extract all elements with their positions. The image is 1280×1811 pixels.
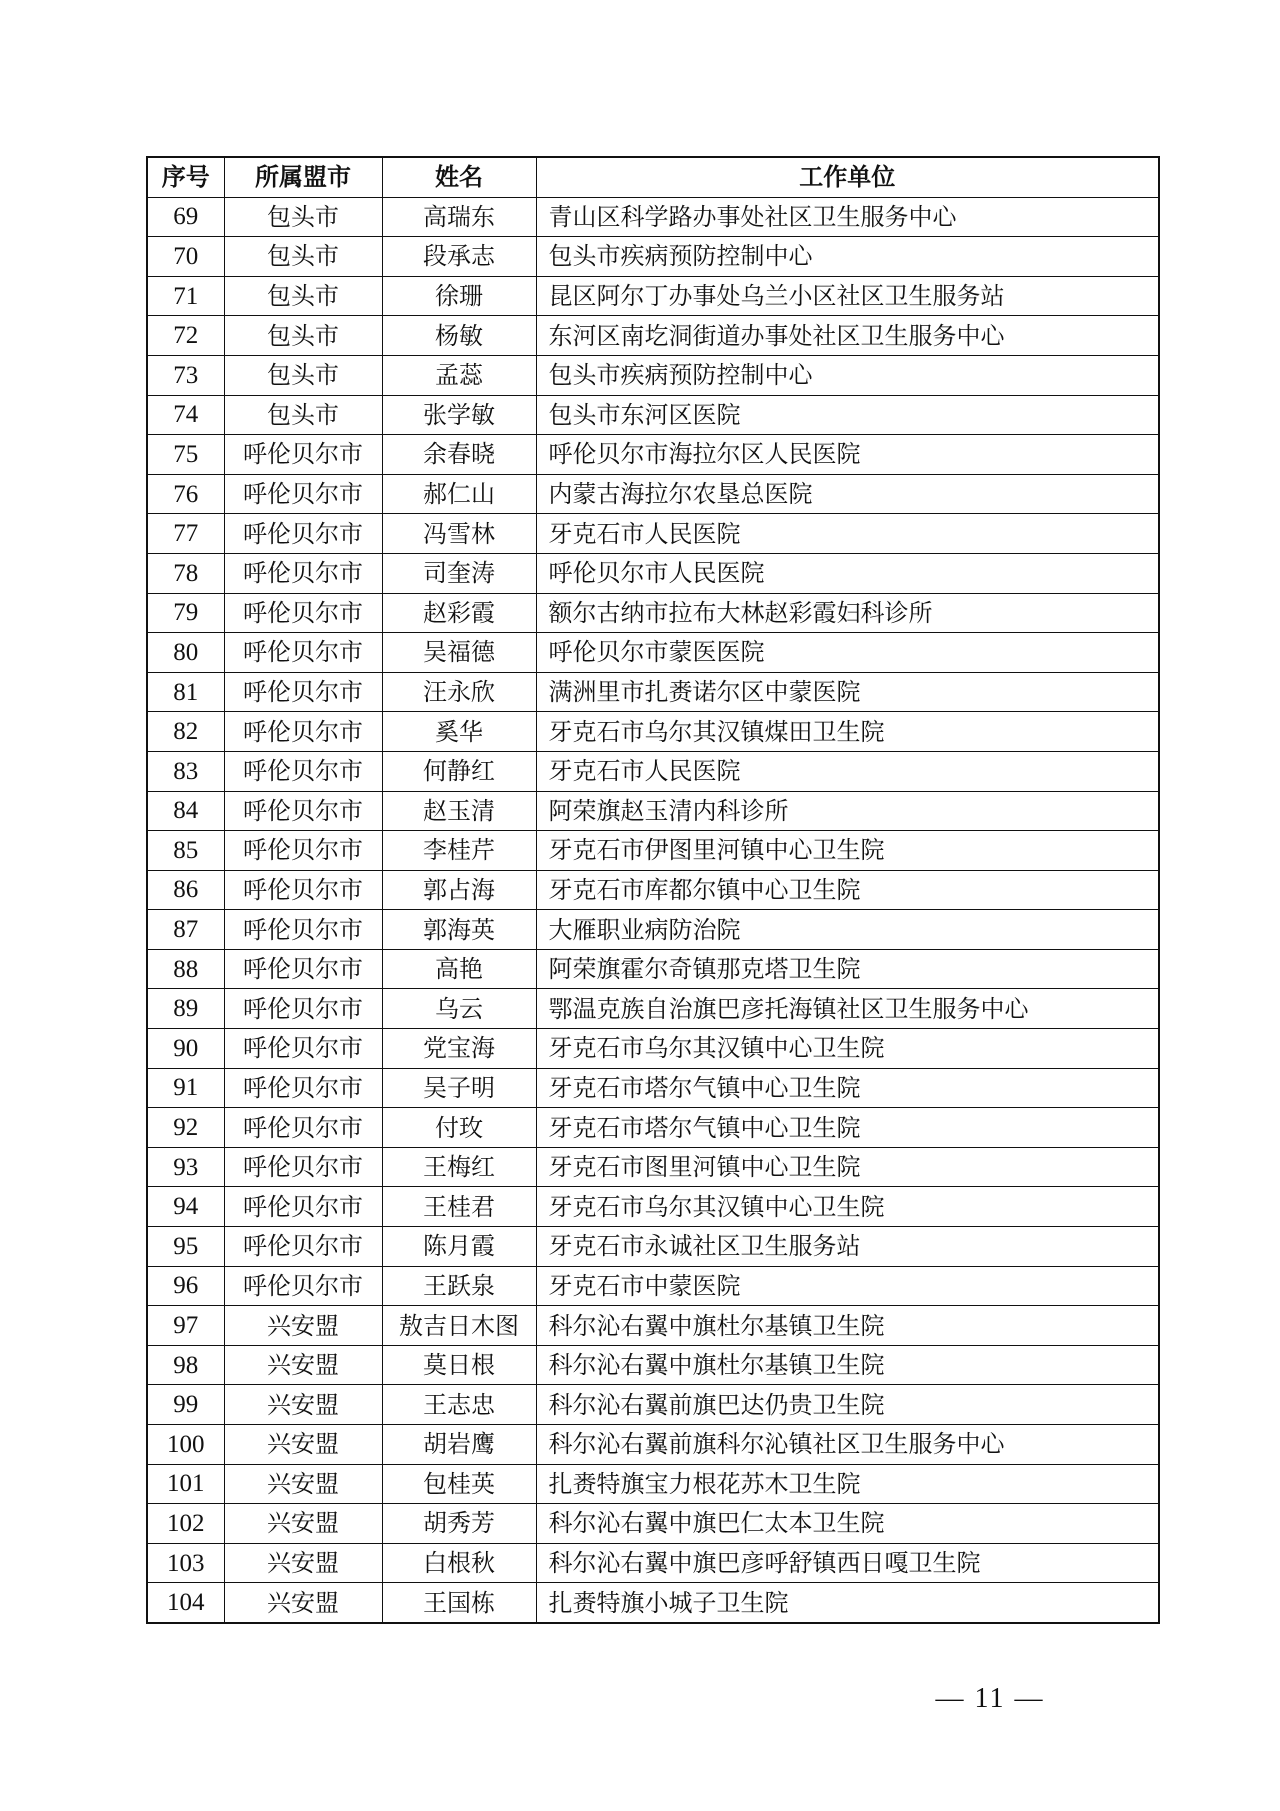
cell-region: 呼伦贝尔市 (224, 1227, 382, 1267)
cell-name: 冯雪林 (382, 514, 536, 554)
cell-seq: 86 (147, 870, 224, 910)
cell-region: 包头市 (224, 395, 382, 435)
cell-workplace: 包头市疾病预防控制中心 (536, 237, 1159, 277)
cell-region: 包头市 (224, 276, 382, 316)
cell-workplace: 科尔沁右翼中旗杜尔基镇卫生院 (536, 1306, 1159, 1346)
cell-region: 呼伦贝尔市 (224, 1187, 382, 1227)
cell-seq: 88 (147, 949, 224, 989)
table-row (147, 910, 1159, 950)
cell-workplace: 扎赉特旗小城子卫生院 (536, 1583, 1159, 1623)
cell-workplace: 牙克石市塔尔气镇中心卫生院 (536, 1068, 1159, 1108)
cell-seq: 78 (147, 553, 224, 593)
cell-name: 何静红 (382, 751, 536, 791)
table-row (147, 751, 1159, 791)
cell-name: 陈月霞 (382, 1227, 536, 1267)
cell-region: 呼伦贝尔市 (224, 949, 382, 989)
cell-seq: 103 (147, 1543, 224, 1583)
cell-seq: 84 (147, 791, 224, 831)
table-row (147, 989, 1159, 1029)
table-row (147, 870, 1159, 910)
cell-workplace: 科尔沁右翼前旗科尔沁镇社区卫生服务中心 (536, 1425, 1159, 1465)
cell-name: 党宝海 (382, 1029, 536, 1069)
cell-seq: 77 (147, 514, 224, 554)
cell-name: 吴福德 (382, 633, 536, 673)
cell-name: 王志忠 (382, 1385, 536, 1425)
table-row (147, 1266, 1159, 1306)
cell-workplace: 科尔沁右翼前旗巴达仍贵卫生院 (536, 1385, 1159, 1425)
cell-workplace: 牙克石市塔尔气镇中心卫生院 (536, 1108, 1159, 1148)
table-row (147, 197, 1159, 237)
cell-seq: 96 (147, 1266, 224, 1306)
cell-region: 呼伦贝尔市 (224, 553, 382, 593)
cell-seq: 71 (147, 276, 224, 316)
cell-region: 兴安盟 (224, 1543, 382, 1583)
table-row (147, 712, 1159, 752)
cell-workplace: 昆区阿尔丁办事处乌兰小区社区卫生服务站 (536, 276, 1159, 316)
cell-seq: 73 (147, 355, 224, 395)
cell-seq: 85 (147, 831, 224, 871)
cell-workplace: 阿荣旗赵玉清内科诊所 (536, 791, 1159, 831)
cell-workplace: 额尔古纳市拉布大林赵彩霞妇科诊所 (536, 593, 1159, 633)
table-row (147, 633, 1159, 673)
cell-name: 莫日根 (382, 1345, 536, 1385)
personnel-table (146, 156, 1160, 1624)
cell-seq: 75 (147, 435, 224, 475)
cell-region: 呼伦贝尔市 (224, 1029, 382, 1069)
cell-region: 兴安盟 (224, 1385, 382, 1425)
cell-region: 呼伦贝尔市 (224, 831, 382, 871)
cell-name: 郭占海 (382, 870, 536, 910)
cell-seq: 104 (147, 1583, 224, 1623)
cell-name: 徐珊 (382, 276, 536, 316)
cell-region: 包头市 (224, 316, 382, 356)
cell-region: 兴安盟 (224, 1345, 382, 1385)
header-workplace: 工作单位 (536, 157, 1159, 197)
table-row (147, 1345, 1159, 1385)
cell-region: 兴安盟 (224, 1504, 382, 1544)
cell-name: 赵玉清 (382, 791, 536, 831)
cell-workplace: 大雁职业病防治院 (536, 910, 1159, 950)
cell-seq: 92 (147, 1108, 224, 1148)
cell-name: 郭海英 (382, 910, 536, 950)
cell-name: 付玫 (382, 1108, 536, 1148)
table-row (147, 1227, 1159, 1267)
cell-seq: 79 (147, 593, 224, 633)
cell-workplace: 牙克石市乌尔其汉镇煤田卫生院 (536, 712, 1159, 752)
header-name: 姓名 (382, 157, 536, 197)
cell-seq: 80 (147, 633, 224, 673)
cell-workplace: 牙克石市库都尔镇中心卫生院 (536, 870, 1159, 910)
table-row (147, 791, 1159, 831)
cell-region: 呼伦贝尔市 (224, 672, 382, 712)
table-row (147, 237, 1159, 277)
cell-seq: 100 (147, 1425, 224, 1465)
cell-workplace: 牙克石市人民医院 (536, 514, 1159, 554)
cell-seq: 70 (147, 237, 224, 277)
table-row (147, 949, 1159, 989)
cell-name: 王桂君 (382, 1187, 536, 1227)
cell-seq: 91 (147, 1068, 224, 1108)
cell-seq: 101 (147, 1464, 224, 1504)
table-row (147, 553, 1159, 593)
cell-region: 呼伦贝尔市 (224, 1108, 382, 1148)
table-row (147, 435, 1159, 475)
table-header-row (147, 157, 1159, 197)
table-row (147, 1306, 1159, 1346)
cell-region: 呼伦贝尔市 (224, 751, 382, 791)
cell-workplace: 包头市疾病预防控制中心 (536, 355, 1159, 395)
cell-workplace: 牙克石市乌尔其汉镇中心卫生院 (536, 1187, 1159, 1227)
cell-name: 司奎涛 (382, 553, 536, 593)
cell-name: 敖吉日木图 (382, 1306, 536, 1346)
cell-name: 高瑞东 (382, 197, 536, 237)
cell-region: 包头市 (224, 197, 382, 237)
table-row (147, 1425, 1159, 1465)
cell-seq: 69 (147, 197, 224, 237)
cell-workplace: 呼伦贝尔市海拉尔区人民医院 (536, 435, 1159, 475)
cell-name: 王国栋 (382, 1583, 536, 1623)
cell-name: 段承志 (382, 237, 536, 277)
cell-region: 呼伦贝尔市 (224, 1068, 382, 1108)
table-row (147, 316, 1159, 356)
cell-seq: 102 (147, 1504, 224, 1544)
cell-region: 呼伦贝尔市 (224, 435, 382, 475)
cell-workplace: 牙克石市人民医院 (536, 751, 1159, 791)
cell-seq: 90 (147, 1029, 224, 1069)
cell-seq: 97 (147, 1306, 224, 1346)
cell-name: 李桂芹 (382, 831, 536, 871)
header-seq: 序号 (147, 157, 224, 197)
table-row (147, 1543, 1159, 1583)
cell-seq: 82 (147, 712, 224, 752)
cell-region: 兴安盟 (224, 1583, 382, 1623)
cell-name: 王梅红 (382, 1147, 536, 1187)
cell-name: 郝仁山 (382, 474, 536, 514)
table-row (147, 1385, 1159, 1425)
table-row (147, 1147, 1159, 1187)
table-row (147, 1029, 1159, 1069)
cell-workplace: 科尔沁右翼中旗巴彦呼舒镇西日嘎卫生院 (536, 1543, 1159, 1583)
cell-region: 呼伦贝尔市 (224, 910, 382, 950)
cell-workplace: 内蒙古海拉尔农垦总医院 (536, 474, 1159, 514)
cell-name: 余春晓 (382, 435, 536, 475)
header-region: 所属盟市 (224, 157, 382, 197)
cell-name: 吴子明 (382, 1068, 536, 1108)
cell-region: 呼伦贝尔市 (224, 633, 382, 673)
cell-workplace: 科尔沁右翼中旗杜尔基镇卫生院 (536, 1345, 1159, 1385)
cell-name: 赵彩霞 (382, 593, 536, 633)
cell-name: 白根秋 (382, 1543, 536, 1583)
table-row (147, 395, 1159, 435)
cell-workplace: 东河区南圪洞街道办事处社区卫生服务中心 (536, 316, 1159, 356)
cell-region: 呼伦贝尔市 (224, 1147, 382, 1187)
table-row (147, 1464, 1159, 1504)
cell-workplace: 扎赉特旗宝力根花苏木卫生院 (536, 1464, 1159, 1504)
cell-region: 呼伦贝尔市 (224, 1266, 382, 1306)
table-row (147, 355, 1159, 395)
cell-name: 奚华 (382, 712, 536, 752)
cell-seq: 99 (147, 1385, 224, 1425)
cell-region: 呼伦贝尔市 (224, 989, 382, 1029)
cell-region: 包头市 (224, 355, 382, 395)
page-number: — 11 — (935, 1683, 1045, 1714)
cell-workplace: 牙克石市中蒙医院 (536, 1266, 1159, 1306)
cell-region: 呼伦贝尔市 (224, 791, 382, 831)
cell-name: 张学敏 (382, 395, 536, 435)
cell-workplace: 包头市东河区医院 (536, 395, 1159, 435)
table-row (147, 593, 1159, 633)
cell-workplace: 牙克石市伊图里河镇中心卫生院 (536, 831, 1159, 871)
cell-name: 孟蕊 (382, 355, 536, 395)
cell-region: 呼伦贝尔市 (224, 474, 382, 514)
cell-seq: 89 (147, 989, 224, 1029)
cell-workplace: 牙克石市永诚社区卫生服务站 (536, 1227, 1159, 1267)
table-body (147, 197, 1159, 1623)
cell-workplace: 呼伦贝尔市蒙医医院 (536, 633, 1159, 673)
cell-workplace: 鄂温克族自治旗巴彦托海镇社区卫生服务中心 (536, 989, 1159, 1029)
cell-seq: 81 (147, 672, 224, 712)
cell-region: 呼伦贝尔市 (224, 712, 382, 752)
cell-workplace: 满洲里市扎赉诺尔区中蒙医院 (536, 672, 1159, 712)
cell-name: 杨敏 (382, 316, 536, 356)
table-row (147, 1583, 1159, 1623)
table-row (147, 1504, 1159, 1544)
cell-region: 兴安盟 (224, 1425, 382, 1465)
table-row (147, 1187, 1159, 1227)
cell-workplace: 呼伦贝尔市人民医院 (536, 553, 1159, 593)
cell-workplace: 牙克石市图里河镇中心卫生院 (536, 1147, 1159, 1187)
cell-seq: 95 (147, 1227, 224, 1267)
cell-seq: 87 (147, 910, 224, 950)
table-row (147, 514, 1159, 554)
cell-workplace: 牙克石市乌尔其汉镇中心卫生院 (536, 1029, 1159, 1069)
cell-seq: 98 (147, 1345, 224, 1385)
table-row (147, 474, 1159, 514)
cell-workplace: 阿荣旗霍尔奇镇那克塔卫生院 (536, 949, 1159, 989)
cell-name: 乌云 (382, 989, 536, 1029)
cell-region: 呼伦贝尔市 (224, 870, 382, 910)
cell-name: 包桂英 (382, 1464, 536, 1504)
cell-workplace: 科尔沁右翼中旗巴仁太本卫生院 (536, 1504, 1159, 1544)
table-row (147, 276, 1159, 316)
cell-name: 胡岩鹰 (382, 1425, 536, 1465)
cell-region: 包头市 (224, 237, 382, 277)
table-row (147, 1108, 1159, 1148)
table-row (147, 672, 1159, 712)
cell-seq: 72 (147, 316, 224, 356)
cell-region: 呼伦贝尔市 (224, 593, 382, 633)
cell-name: 汪永欣 (382, 672, 536, 712)
cell-region: 呼伦贝尔市 (224, 514, 382, 554)
cell-region: 兴安盟 (224, 1306, 382, 1346)
cell-seq: 83 (147, 751, 224, 791)
table-row (147, 1068, 1159, 1108)
cell-seq: 74 (147, 395, 224, 435)
cell-seq: 94 (147, 1187, 224, 1227)
cell-region: 兴安盟 (224, 1464, 382, 1504)
cell-seq: 93 (147, 1147, 224, 1187)
table-row (147, 831, 1159, 871)
cell-seq: 76 (147, 474, 224, 514)
cell-name: 高艳 (382, 949, 536, 989)
cell-name: 王跃泉 (382, 1266, 536, 1306)
cell-name: 胡秀芳 (382, 1504, 536, 1544)
cell-workplace: 青山区科学路办事处社区卫生服务中心 (536, 197, 1159, 237)
